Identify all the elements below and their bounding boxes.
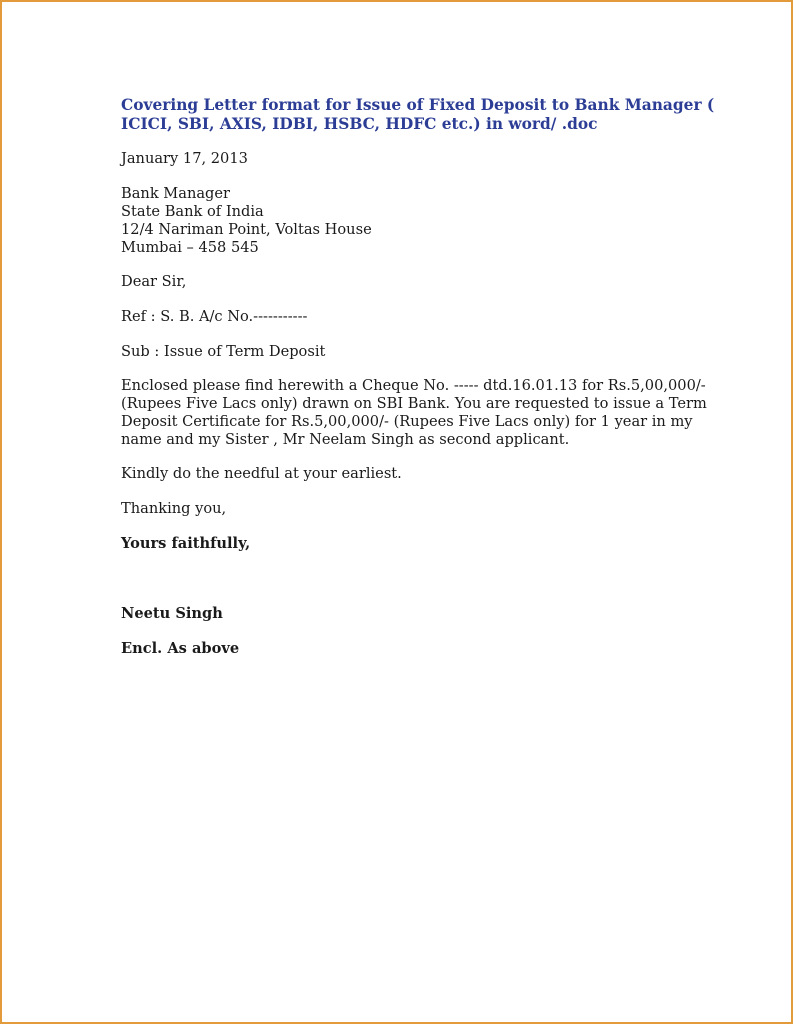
recipient-address: [121, 185, 681, 257]
yours-faithfully: Yours faithfully,: [121, 535, 251, 552]
title-line-1: Covering Letter format for Issue of Fixed Deposit to Bank Manager (: [121, 96, 715, 114]
address-line: Mumbai – 458 545: [121, 239, 259, 256]
body-line: (Rupees Five Lacs only) drawn on SBI Bank. You are requested to issue a Term: [121, 395, 707, 412]
body-line: Enclosed please find herewith a Cheque No. ----- dtd.16.01.13 for Rs.5,00,000/-: [121, 377, 706, 394]
signatory-name: Neetu Singh: [121, 605, 223, 622]
reference-line: Ref : S. B. A/c No.-----------: [121, 308, 308, 325]
subject-line: Sub : Issue of Term Deposit: [121, 343, 326, 360]
enclosure-note: Encl. As above: [121, 640, 240, 657]
address-line: State Bank of India: [121, 203, 264, 220]
document-title: [121, 96, 715, 133]
address-line: Bank Manager: [121, 185, 231, 202]
salutation: Dear Sir,: [121, 273, 187, 290]
letter-body: [121, 96, 715, 658]
body-line: Deposit Certificate for Rs.5,00,000/- (Rupees Five Lacs only) for 1 year in my: [121, 413, 693, 430]
title-line-2: ICICI, SBI, AXIS, IDBI, HSBC, HDFC etc.) in word/ .doc: [121, 114, 598, 133]
address-line: 12/4 Nariman Point, Voltas House: [121, 221, 372, 238]
body-paragraph: [121, 377, 707, 449]
body-line: name and my Sister , Mr Neelam Singh as second applicant.: [121, 431, 570, 448]
closing-request: Kindly do the needful at your earliest.: [121, 465, 402, 482]
thanks-line: Thanking you,: [121, 500, 227, 517]
letter-date: January 17, 2013: [121, 150, 248, 167]
